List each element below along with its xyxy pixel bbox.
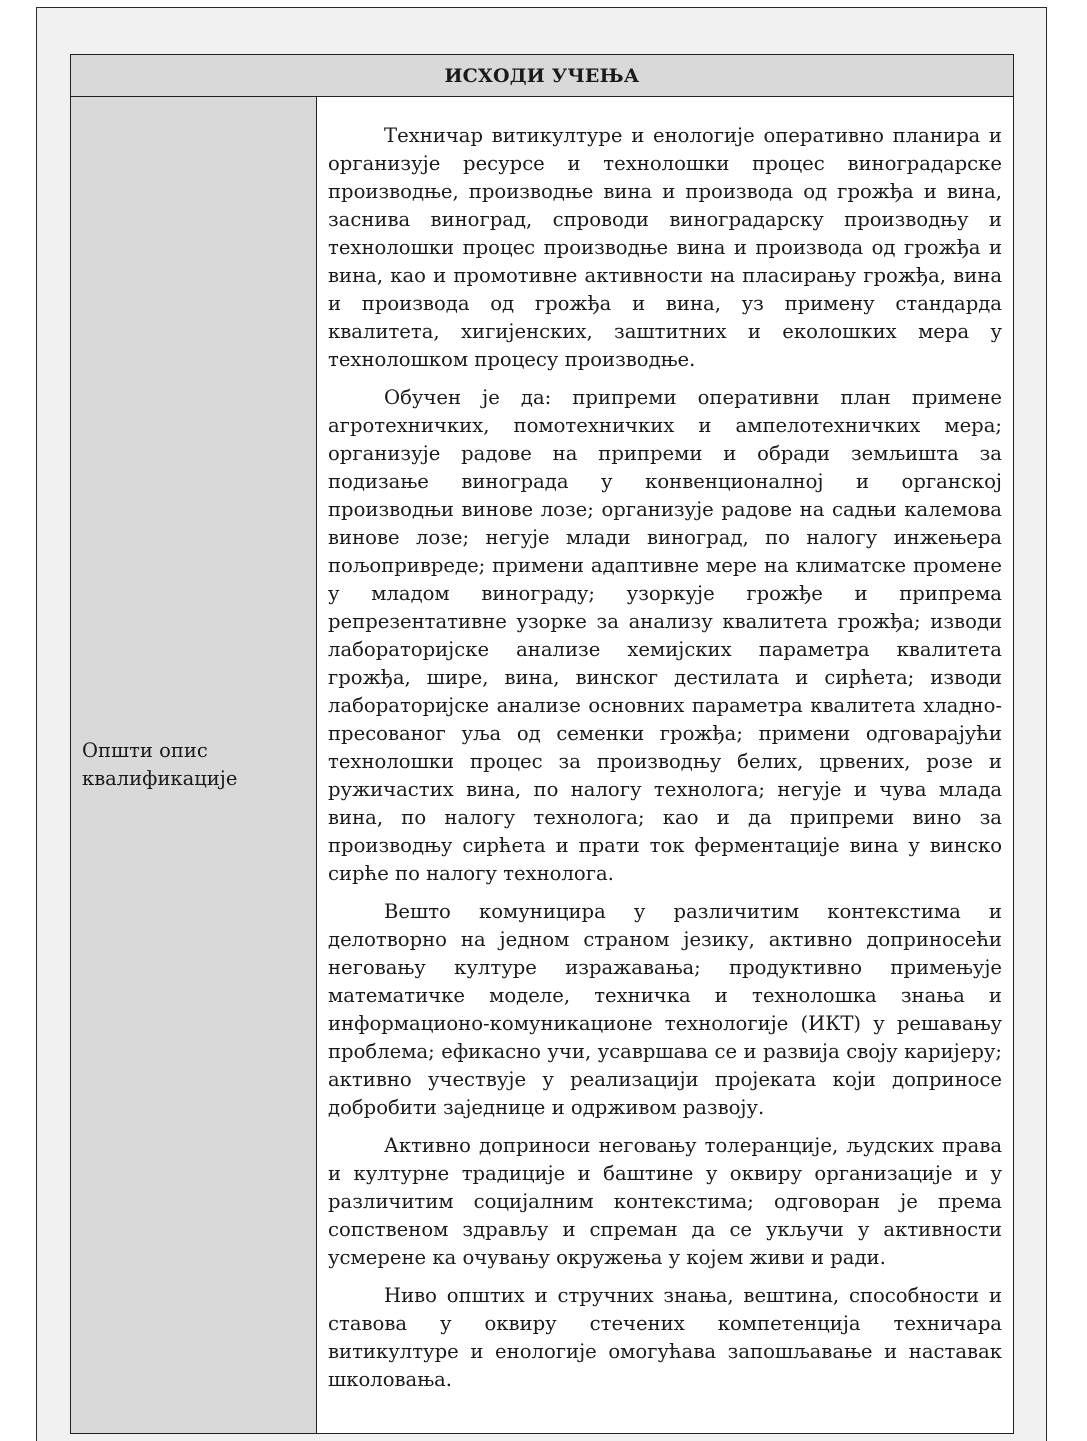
paragraph-overview: Техничар витикултуре и енологије оперативно планира и организује ресурсе и технолошки процес виноградарске производње, производње вина и производа од грожђа и вина, заснива виноград, спроводи виноградарску производњу и технолошки процес производње вина и производа од грожђа и вина, као и промотивне активности на пласирању грожђа, вина и производа од грожђа и вина, уз примену стандарда квалитета, хигијенских, заштитних и еколошких мера у технолошком процесу производње. (328, 124, 1002, 371)
paragraph-tolerance: Активно доприноси неговању толеранције, људских права и културне традиције и баштине у оквиру организације и у различитим социјалним контекстима; одговоран је према сопственом здрављу и спреман да се укључи у активности усмерене ка очувању окружења у којем живи и ради. (328, 1134, 1002, 1269)
learning-outcomes-table (70, 54, 1014, 1434)
paragraph-employment: Ниво општих и стручних знања, вештина, способности и ставова у оквиру стечених компетенција техничара витикултуре и енологије омогућава запошљавање и наставак школовања. (328, 1284, 1002, 1391)
table-header (71, 55, 1013, 97)
paragraph-communication: Вешто комуницира у различитим контекстима и делотворно на једном страном језику, активно доприносећи неговању културе изражавања; продуктивно примењује математичке моделе, техничка и технолошка знања и информационо-комуникационе технологије (ИКТ) у решавању проблема; ефикасно учи, усавршава се и развија своју каријеру; активно учествује у реализацији пројеката који доприносе добробити заједнице и одрживом развоју. (328, 900, 1002, 1119)
label-cell (71, 97, 317, 1433)
qualification-label: Општи опис квалификације (82, 739, 238, 790)
paragraph-skills: Обучен је да: припреми оперативни план примене агротехничких, помотехничких и ампелотехничких мера; организује радове на припреми и обради земљишта за подизање винограда у конвенционалној и органској производњи винове лозе; организује радове на садњи калемова винове лозе; негује млади виноград, по налогу инжењера пољопривреде; примени адаптивне мере на климатске промене у младом винограду; узоркује грожђе и припрема репрезентативне узорке за анализу квалитета грожђа; изводи лабораторијске анализе хемијских параметра квалитета грожђа, шире, вина, винског дестилата и сирћета; изводи лабораторијске анализе основних параметра квалитета хладно-пресованог уља од семенки грожђа; примени одговарајући технолошки процес за производњу белих, црвених, розе и ружичастих вина, по налогу технолога; негује и чува млада вина, по налогу технолога; као и да припреми вино за производњу сирћета и прати ток ферментације вина у винско сирће по налогу технолога. (328, 386, 1002, 885)
content-cell (318, 97, 1013, 1433)
table-header-title: ИСХОДИ УЧЕЊА (444, 64, 640, 87)
